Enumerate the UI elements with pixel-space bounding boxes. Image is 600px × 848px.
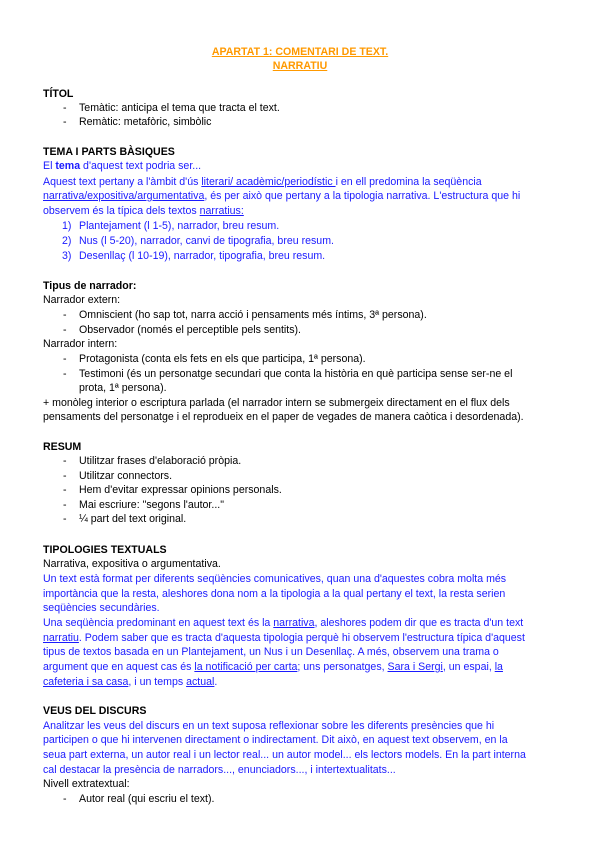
paragraph-line: pensaments del personatge i el reprodueix en el paper de vegades de manera caòtica i desordenada).	[43, 411, 524, 423]
paragraph-line: argument que en aquest cas és la notificació per carta; uns personatges, Sara i Sergi, un espai, la	[43, 661, 503, 673]
paragraph-line: + monòleg interior o escriptura parlada (el narrador intern se submergeix directament en el flux dels	[43, 397, 510, 409]
paragraph-line: Un text està format per diferents seqüències comunicatives, quan una d'aquestes cobra molta més	[43, 573, 507, 585]
paragraph-line: cal destacar la presència de narradors..., enunciadors..., i intertextualitats...	[43, 764, 396, 776]
subheading: Narrador extern:	[43, 294, 121, 306]
section-heading-titol: TÍTOL	[43, 88, 74, 100]
subheading: Narrativa, expositiva o argumentativa.	[43, 558, 221, 570]
paragraph-line: Aquest text pertany a l'àmbit d'ús literari/ acadèmic/periodístic i en ell predomina la seqüència	[43, 176, 482, 188]
document-subtitle: NARRATIU	[272, 60, 328, 72]
paragraph-line: Analitzar les veus del discurs en un text suposa reflexionar sobre les diferents presències que hi	[43, 720, 495, 732]
paragraph-line: tipus de textos basada en un Plantejament, un Nus i un Desenllaç. A més, observem una trama o	[43, 646, 499, 658]
paragraph-line: participen o que hi intervenen directament o indirectament. Dit això, en aquest text observem, en la	[43, 734, 508, 746]
paragraph-line: narrativa/expositiva/argumentativa, és per això que pertany a la tipologia narrativa. L'estructura que hi	[43, 190, 521, 202]
section-heading-resum: RESUM	[43, 441, 82, 453]
document-title: APARTAT 1: COMENTARI DE TEXT.	[211, 46, 389, 58]
section-heading-narrador: Tipus de narrador:	[43, 280, 137, 292]
document-page: APARTAT 1: COMENTARI DE TEXT. NARRATIU TÍTOL - Temàtic: anticipa el tema que tracta el text. - Remàtic: metafòric, simbòlic TEMA I PARTS BÀSIQUES El tema d'aquest text podria ser... Aquest text pertany a l'àmbit d'ús literari/ acadèmic/periodístic i en ell predomina la seqüència narrativa/expositiva/argumentativa, és per això que pertany a la tipologia narrativa. L'estructura que hi observem és la típica dels textos narratius: 1) Plantejament (l 1-5), narrador, breu resum. 2) Nus (l 5-20), narrador, canvi de tipografia, breu resum. 3) Desenllaç (l 10-19), narrador, tipografia, breu resum. Tipus de narrador: Narrador extern: - Omniscient (ho sap tot, narra acció i pensaments més íntims, 3ª persona). - Observador (només el perceptible pels sentits). Narrador intern: - Protagonista (conta els fets en els que participa, 1ª persona). - Testimoni (és un personatge secundari que conta la història en què participa sense ser-ne el prota, 1ª persona). + monòleg interior o escriptura parlada (el narrador intern se submergeix directament en el flux dels pensaments del personatge i el reprodueix en el paper de vegades de manera caòtica i desordenada). RESUM - Utilitzar frases d'elaboració pròpia. - Utilitzar connectors. - Hem d'evitar expressar opinions personals. - Mai escriure: "segons l'autor..." - ¼ part del text original. TIPOLOGIES TEXTUALS Narrativa, expositiva o argumentativa. Un text està format per diferents seqüències comunicatives, quan una d'aquestes cobra molta més importància que la resta, aleshores dona nom a la tipologia a la qual pertany el text, la resta serien seqüències secundàries. Una seqüència predominant en aquest text és la narrativa, aleshores podem dir que es tracta d'un text narratiu. Podem saber que es tracta d'aquesta tipologia perquè hi observem l'estructura típica d'aquest tipus de textos basada en un Plantejament, un Nus i un Desenllaç. A més, observem una trama o argument que en aquest cas és la notificació per carta; uns personatges, Sara i Sergi, un espai, la cafeteria i sa casa, i un temps actual. VEUS DEL DISCURS Analitzar les veus del discurs en un text suposa reflexionar sobre les diferents presències que hi participen o que hi intervenen directament o indirectament. Dit això, en aquest text observem, en la seua part externa, un autor real i un lector real... un autor model... els lectors models. En la part interna cal destacar la presència de narradors..., enunciadors..., i intertextualitats... Nivell extratextual: - Autor real (qui escriu el text).	[0, 0, 600, 848]
paragraph-line: seqüències secundàries.	[43, 602, 160, 614]
paragraph-line: Una seqüència predominant en aquest text és la narrativa, aleshores podem dir que es tracta d'un text	[43, 617, 524, 629]
section-heading-tema: TEMA I PARTS BÀSIQUES	[43, 146, 175, 158]
paragraph-line: importància que la resta, aleshores dona nom a la tipologia a la qual pertany el text, la resta serien	[43, 588, 506, 600]
paragraph-line: observem és la típica dels textos narratius:	[43, 205, 244, 217]
subheading: Nivell extratextual:	[43, 778, 130, 790]
subheading: Narrador intern:	[43, 338, 118, 350]
paragraph-line: El tema d'aquest text podria ser...	[43, 160, 202, 172]
paragraph-line: cafeteria i sa casa, i un temps actual.	[43, 676, 218, 688]
section-heading-tipologies: TIPOLOGIES TEXTUALS	[43, 544, 167, 556]
paragraph-line: seua part externa, un autor real i un lector real... un autor model... els lectors models. En la part interna	[43, 749, 526, 761]
paragraph-line: narratiu. Podem saber que es tracta d'aquesta tipologia perquè hi observem l'estructura típica d'aquest	[43, 632, 525, 644]
section-heading-veus: VEUS DEL DISCURS	[43, 705, 147, 717]
